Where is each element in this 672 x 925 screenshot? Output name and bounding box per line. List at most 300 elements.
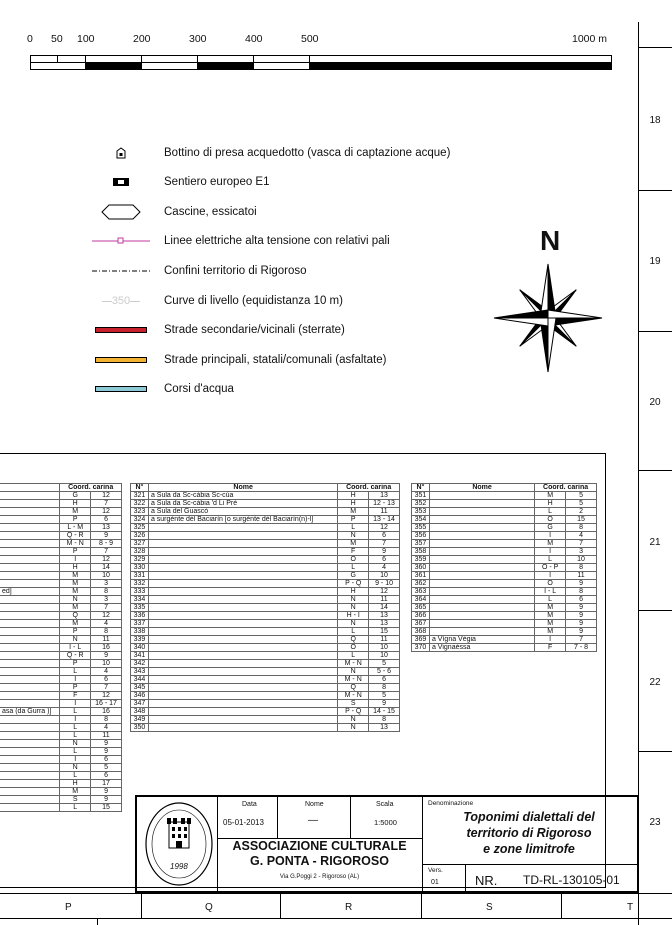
row-name-cell [429,516,534,524]
row-letter-cell: M [60,604,91,612]
table-row [412,508,597,516]
row-name-cell [429,572,534,580]
row-letter-cell: M - N [338,660,369,668]
secondary-road-icon [92,320,150,340]
association-location: G. PONTA - RIGOROSO [250,854,389,868]
table-row [412,580,597,588]
row-number-cell: 5 [566,492,597,500]
row-letter-cell: G [535,524,566,532]
row-name-cell [0,780,60,788]
row-name-cell [0,724,60,732]
table-row [0,684,122,692]
row-name-cell [0,804,60,812]
farmhouse-icon [92,202,150,222]
row-number-cell: 8 [566,524,597,532]
row-name-cell [148,572,337,580]
row-letter-cell: N [338,668,369,676]
row-number-cell: 7 [566,636,597,644]
row-name-cell: ed] [0,588,60,596]
table-row [131,564,400,572]
row-index-cell: 334 [131,596,149,604]
row-number-cell: 12 [91,692,122,700]
row-number-cell: 9 [566,628,597,636]
row-index-cell: 364 [412,596,430,604]
table-row [0,532,122,540]
row-letter-cell: L [60,668,91,676]
row-letter-cell: F [338,548,369,556]
row-name-cell [0,516,60,524]
row-letter-cell: I [535,548,566,556]
grid-col-label: T [627,902,634,913]
compass-north-label: N [540,225,561,256]
row-letter-cell: I [535,636,566,644]
row-number-cell: 13 - 14 [369,516,400,524]
table-row [412,548,597,556]
row-number-cell: 17 [91,780,122,788]
row-name-cell [148,548,337,556]
row-letter-cell: I [535,572,566,580]
main-road-icon [92,350,150,370]
row-letter-cell: P [60,684,91,692]
row-number-cell: 13 [369,492,400,500]
row-letter-cell: L [60,732,91,740]
row-number-cell: 9 [369,700,400,708]
table-row [0,564,122,572]
row-letter-cell: L [535,596,566,604]
row-index-cell: 333 [131,588,149,596]
row-number-cell: 6 [369,676,400,684]
scale-label: 400 [245,33,263,45]
row-name-cell [0,628,60,636]
grid-col-label: Q [205,902,213,913]
row-number-cell: 4 [566,532,597,540]
table-row [131,708,400,716]
map-title-line: e zone limitrofe [483,842,575,856]
row-letter-cell: N [338,620,369,628]
row-letter-cell: H [338,500,369,508]
row-name-cell [0,668,60,676]
column-header: Coord. carina [338,484,400,492]
row-number-cell: 6 [566,596,597,604]
row-name-cell [148,524,337,532]
row-name-cell [148,724,337,732]
row-name-cell: a Sula da Sc-càbia Sc-cùa [148,492,337,500]
row-name-cell [148,676,337,684]
toponym-table-left [0,483,122,812]
row-letter-cell: H [535,500,566,508]
row-index-cell: 351 [412,492,430,500]
row-number-cell: 9 [566,612,597,620]
watercourse-icon [92,379,150,399]
row-number-cell: 13 [369,620,400,628]
row-letter-cell: M - N [338,692,369,700]
column-header: Coord. carina [60,484,122,492]
row-index-cell: 328 [131,548,149,556]
row-index-cell: 357 [412,540,430,548]
row-number-cell: 12 [91,556,122,564]
table-row [412,644,597,652]
table-row [0,756,122,764]
row-name-cell [148,636,337,644]
row-name-cell [0,532,60,540]
row-letter-cell: L [60,748,91,756]
table-row [0,548,122,556]
row-name-cell [0,500,60,508]
table-row [0,804,122,812]
row-number-cell: 14 - 15 [369,708,400,716]
power-line-icon [92,231,150,251]
row-index-cell: 346 [131,692,149,700]
table-row [412,556,597,564]
table-row [412,588,597,596]
row-index-cell: 322 [131,500,149,508]
row-name-cell [0,764,60,772]
row-number-cell: 7 [91,548,122,556]
row-number-cell: 8 [369,716,400,724]
column-header: Nome [429,484,534,492]
row-number-cell: 16 - 17 [91,700,122,708]
row-number-cell: 10 [91,572,122,580]
table-row [412,636,597,644]
table-row [0,556,122,564]
table-row [0,796,122,804]
row-index-cell: 343 [131,668,149,676]
row-letter-cell: N [60,764,91,772]
row-number-cell: 9 [91,532,122,540]
table-row [0,612,122,620]
table-row [131,620,400,628]
row-name-cell [0,620,60,628]
row-name-cell [148,628,337,636]
column-header: N° [131,484,149,492]
row-number-cell: 5 [566,500,597,508]
row-letter-cell: M [338,508,369,516]
row-name-cell [0,524,60,532]
table-row [131,516,400,524]
table-row [0,500,122,508]
table-row [0,644,122,652]
row-index-cell: 330 [131,564,149,572]
row-letter-cell: H [60,780,91,788]
map-title-line: territorio di Rigoroso [466,826,592,840]
row-index-cell: 349 [131,716,149,724]
table-row [131,524,400,532]
table-row [0,708,122,716]
european-path-icon [92,172,150,192]
row-name-cell [0,596,60,604]
row-number-cell: 5 [369,692,400,700]
row-letter-cell: M [60,588,91,596]
association-stamp-icon [143,800,215,888]
toponym-table-right [411,483,597,652]
row-number-cell: 6 [369,556,400,564]
legend-item: Strade secondarie/vicinali (sterrate) [92,320,150,340]
row-name-cell [429,508,534,516]
table-row [131,596,400,604]
row-number-cell: 5 [91,764,122,772]
row-number-cell: 9 - 10 [369,580,400,588]
row-letter-cell: I [60,756,91,764]
row-letter-cell: L [338,652,369,660]
table-row [131,556,400,564]
number-label: NR. [475,873,498,888]
table-row [412,516,597,524]
row-number-cell: 10 [369,652,400,660]
row-name-cell [148,716,337,724]
row-letter-cell: P [60,548,91,556]
row-index-cell: 350 [131,724,149,732]
row-name-cell [148,700,337,708]
legend-item: 350 Curve di livello (equidistanza 10 m) [92,291,150,311]
scale-label: 1000 m [572,33,608,45]
row-letter-cell: P [338,516,369,524]
row-index-cell: 359 [412,556,430,564]
table-row [412,604,597,612]
table-row [0,572,122,580]
row-letter-cell: N [338,716,369,724]
row-letter-cell: I - L [60,644,91,652]
row-letter-cell: M [535,612,566,620]
row-letter-cell: H [338,492,369,500]
denomination-label: Denominazione [428,800,474,807]
row-number-cell: 11 [91,636,122,644]
row-number-cell: 2 [566,508,597,516]
row-letter-cell: F [60,692,91,700]
row-name-cell [0,580,60,588]
row-index-cell: 353 [412,508,430,516]
legend-item: Corsi d'acqua [92,379,150,399]
row-number-cell: 8 [91,588,122,596]
row-number-cell: 11 [91,732,122,740]
table-row [0,788,122,796]
row-letter-cell: Q [338,684,369,692]
table-row [0,628,122,636]
row-index-cell: 358 [412,548,430,556]
table-row [0,524,122,532]
row-number-cell: 7 [91,684,122,692]
row-number-cell: 11 [369,636,400,644]
row-letter-cell: P [60,628,91,636]
table-row [0,748,122,756]
row-index-cell: 323 [131,508,149,516]
row-index-cell: 363 [412,588,430,596]
row-number-cell: 9 [91,748,122,756]
row-letter-cell: M - N [338,676,369,684]
row-name-cell [429,548,534,556]
row-name-cell [0,756,60,764]
row-letter-cell: N [338,724,369,732]
row-number-cell: 4 [91,668,122,676]
row-number-cell: 14 [369,604,400,612]
row-name-cell [0,700,60,708]
table-row [0,692,122,700]
table-row [0,764,122,772]
row-letter-cell: L [535,556,566,564]
date-value: 05-01-2013 [223,818,264,827]
row-name-cell [0,652,60,660]
row-letter-cell: M [60,572,91,580]
table-row [131,508,400,516]
row-letter-cell: M [535,604,566,612]
table-row [131,660,400,668]
row-number-cell: 9 [566,604,597,612]
row-index-cell: 332 [131,580,149,588]
row-letter-cell: M - N [60,540,91,548]
association-name: ASSOCIAZIONE CULTURALE [232,839,407,853]
row-name-cell [0,660,60,668]
table-row [0,660,122,668]
row-name-cell [0,772,60,780]
row-number-cell: 3 [91,580,122,588]
row-index-cell: 365 [412,604,430,612]
row-name-cell [0,748,60,756]
toponym-table-mid [130,483,400,732]
row-name-cell [148,596,337,604]
table-row [131,580,400,588]
table-row [412,612,597,620]
grid-col-label: R [345,902,353,913]
row-number-cell: 12 [91,508,122,516]
table-row [131,668,400,676]
table-row [0,716,122,724]
row-letter-cell: O - P [535,564,566,572]
legend-item: Strade principali, statali/comunali (asfaltate) [92,350,150,370]
row-number-cell: 13 [91,524,122,532]
scale-label: 300 [189,33,207,45]
row-index-cell: 367 [412,620,430,628]
compass-rose-icon [492,262,604,374]
row-name-cell [148,660,337,668]
table-row [0,588,122,596]
map-title-line: Toponimi dialettali del [463,810,595,824]
table-row [412,564,597,572]
row-number-cell: 13 [369,612,400,620]
row-index-cell: 347 [131,700,149,708]
row-letter-cell: M [60,620,91,628]
row-letter-cell: N [338,532,369,540]
row-number-cell: 8 [566,564,597,572]
table-row [0,596,122,604]
row-name-cell [148,556,337,564]
row-name-cell [0,548,60,556]
legend-item: Confini territorio di Rigoroso [92,261,150,281]
row-index-cell: 368 [412,628,430,636]
row-letter-cell: F [535,644,566,652]
row-number-cell: 4 [91,620,122,628]
row-name-cell [429,612,534,620]
row-name-cell [429,524,534,532]
row-letter-cell: O [338,644,369,652]
table-row [0,604,122,612]
row-name-cell [0,604,60,612]
row-name-cell [148,588,337,596]
row-name-cell [148,668,337,676]
row-letter-cell: S [338,700,369,708]
table-row [131,692,400,700]
row-number-cell: 10 [369,572,400,580]
row-letter-cell: P - Q [338,708,369,716]
row-index-cell: 362 [412,580,430,588]
row-name-cell: asa (da Gurra )] [0,708,60,716]
row-index-cell: 329 [131,556,149,564]
row-index-cell: 331 [131,572,149,580]
column-header: Coord. carina [535,484,597,492]
grid-row-label: 20 [649,397,661,408]
stamp-year: 1998 [170,862,188,871]
row-name-cell [148,644,337,652]
row-name-cell [429,564,534,572]
row-name-cell [429,628,534,636]
row-letter-cell: L [60,724,91,732]
name-value: — [308,815,318,826]
row-letter-cell: I [60,556,91,564]
row-letter-cell: M [535,540,566,548]
table-row [412,620,597,628]
row-number-cell: 12 [91,492,122,500]
row-index-cell: 348 [131,708,149,716]
row-number-cell: 16 [91,708,122,716]
row-letter-cell: I - L [535,588,566,596]
row-letter-cell: G [60,492,91,500]
row-index-cell: 338 [131,628,149,636]
row-name-cell [148,620,337,628]
row-number-cell: 10 [566,556,597,564]
table-row [131,540,400,548]
table-row [131,532,400,540]
row-number-cell: 15 [566,516,597,524]
row-number-cell: 4 [91,724,122,732]
table-row [131,548,400,556]
row-letter-cell: S [60,796,91,804]
scale-label: Scala [376,801,394,808]
row-number-cell: 13 [369,724,400,732]
row-name-cell [0,492,60,500]
row-letter-cell: L [60,772,91,780]
table-row [131,604,400,612]
row-number-cell: 8 [369,684,400,692]
legend-item: Bottino di presa acquedotto (vasca di captazione acque) [92,143,150,163]
row-letter-cell: M [60,580,91,588]
grid-row-label: 19 [649,256,661,267]
column-header: Nome [148,484,337,492]
water-intake-icon [92,143,150,163]
row-number-cell: 9 [91,652,122,660]
row-number-cell: 6 [91,756,122,764]
row-name-cell [148,540,337,548]
row-number-cell: 9 [369,548,400,556]
row-name-cell: a Vìgna Vègia [429,636,534,644]
row-index-cell: 325 [131,524,149,532]
scale-value: 1:5000 [374,818,397,827]
row-number-cell: 6 [91,676,122,684]
row-name-cell [0,508,60,516]
scale-label: 500 [301,33,319,45]
scale-label: 50 [51,33,63,45]
grid-col-label: P [65,902,72,913]
table-row [131,684,400,692]
row-name-cell [429,580,534,588]
row-letter-cell: M [535,628,566,636]
row-index-cell: 354 [412,516,430,524]
row-index-cell: 335 [131,604,149,612]
table-row [0,508,122,516]
row-index-cell: 337 [131,620,149,628]
table-row [0,516,122,524]
table-row [412,628,597,636]
row-name-cell: a surgènte dèl Baciarìn [o surgènte dèl Baciarìn(n)-l] [148,516,337,524]
row-letter-cell: H - I [338,612,369,620]
row-letter-cell: N [60,636,91,644]
